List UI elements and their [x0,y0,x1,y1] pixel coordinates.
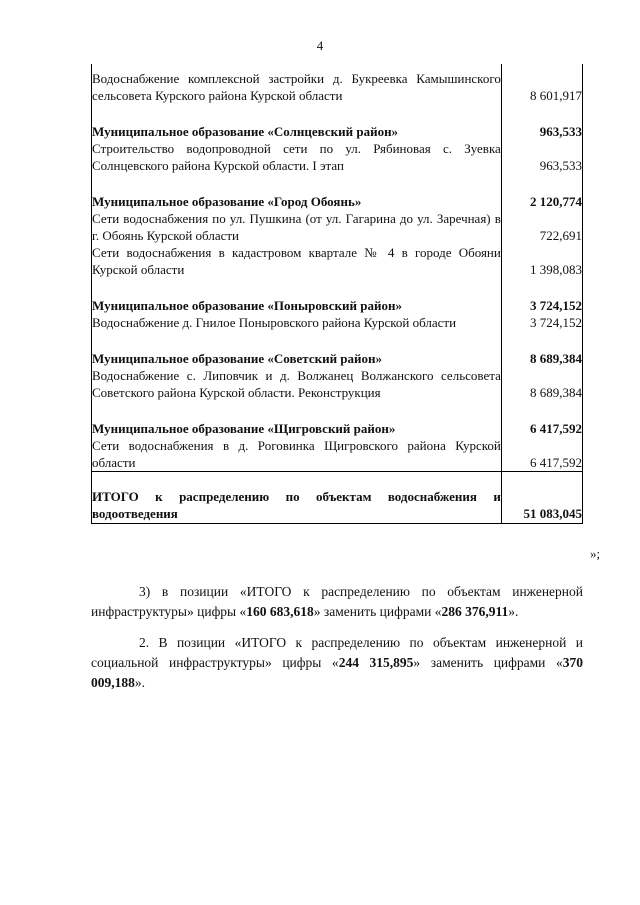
item-description: Сети водоснабжения по ул. Пушкина (от ул. Гагарина до ул. Заречная) в г. Обоянь Курской области [92,211,501,243]
table-row [92,367,583,401]
new-value: 286 376,911 [441,604,509,619]
table-row [92,140,583,174]
item-description: Сети водоснабжения в кадастровом квартале № 4 в городе Обояни Курской области [92,245,501,277]
paragraph-text: 2. В позиции «ИТОГО к распределению по объектам инженерной и социальной инфраструктуры» цифры « [91,635,583,670]
paragraph-text: » заменить цифрами « [413,655,563,670]
paragraph-text: ». [134,675,145,690]
item-value: 1 398,083 [501,244,582,278]
old-value: 160 683,618 [246,604,314,619]
group-header-row [92,104,583,140]
item-value: 8 601,917 [501,64,582,104]
group-title: Муниципальное образование «Поныровский район» [92,278,502,314]
page-number: 4 [316,38,324,53]
old-value: 244 315,895 [338,655,414,670]
group-title: Муниципальное образование «Советский район» [92,331,502,367]
group-title: Муниципальное образование «Солнцевский район» [92,104,502,140]
group-total: 2 120,774 [501,174,582,210]
group-total: 8 689,384 [501,331,582,367]
item-value: 3 724,152 [501,314,582,331]
group-title: Муниципальное образование «Щигровский район» [92,401,502,437]
group-header-row [92,401,583,437]
group-title: Муниципальное образование «Город Обоянь» [92,174,502,210]
total-row [92,472,583,524]
group-total: 6 417,592 [501,401,582,437]
group-total: 963,533 [501,104,582,140]
paragraph-3-amendment [91,582,583,622]
item-value: 8 689,384 [501,367,582,401]
paragraph-text: » заменить цифрами « [313,604,442,619]
item-value: 6 417,592 [501,437,582,472]
closing-quote-mark: »; [590,546,601,561]
item-value: 963,533 [501,140,582,174]
group-header-row [92,278,583,314]
new-value: 370 009,188 [91,655,584,690]
table-row [92,210,583,244]
group-total: 3 724,152 [501,278,582,314]
item-value: 722,691 [501,210,582,244]
table-row [92,64,583,104]
paragraph-2-amendment [91,633,583,693]
item-description: Водоснабжение с. Липовчик и д. Волжанец Волжанского сельсовета Советского района Курской области. Реконструкция [92,368,501,400]
budget-table [91,64,583,524]
paragraph-text: ». [508,604,519,619]
item-description: Сети водоснабжения в д. Роговинка Щигровского района Курской области [92,438,501,470]
group-header-row [92,331,583,367]
item-description: Водоснабжение д. Гнилое Поныровского района Курской области [92,314,502,331]
item-description: Строительство водопроводной сети по ул. Рябиновая с. Зуевка Солнцевского района Курской области. I этап [92,141,501,173]
total-value: 51 083,045 [501,472,582,524]
table-row [92,314,583,331]
table-row [92,437,583,472]
table-row [92,244,583,278]
group-header-row [92,174,583,210]
total-label: ИТОГО к распределению по объектам водоснабжения и водоотведения [92,472,502,524]
paragraph-text: 3) в позиции «ИТОГО к распределению по объектам инженерной инфраструктуры» цифры « [91,584,583,619]
item-description: Водоснабжение комплексной застройки д. Букреевка Камышинского сельсовета Курского района Курской области [92,64,502,104]
